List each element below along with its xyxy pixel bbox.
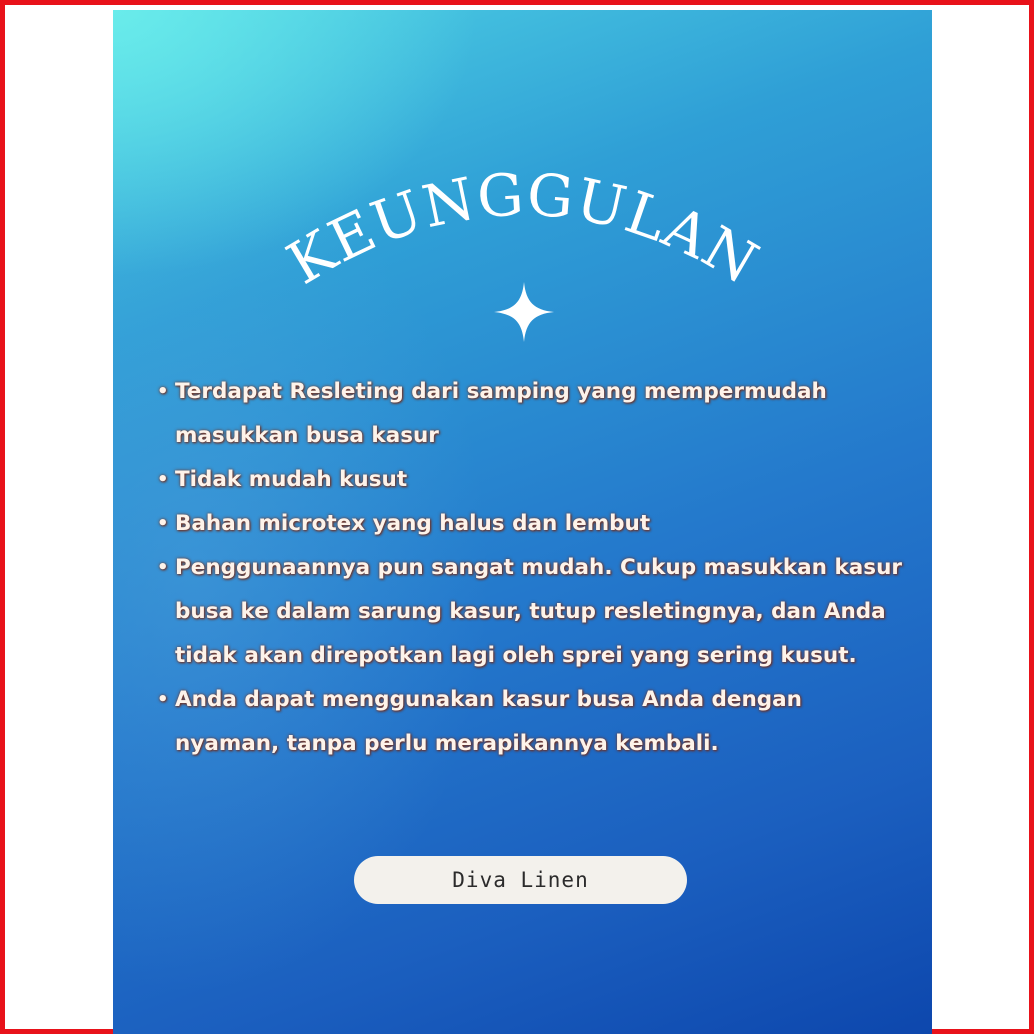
bullet-icon: • xyxy=(157,381,169,402)
list-item xyxy=(153,546,913,678)
feature-list xyxy=(153,370,913,766)
feature-text: Penggunaannya pun sangat mudah. Cukup masukkan kasur busa ke dalam sarung kasur, tutup resletingnya, dan Anda tidak akan direpotkan lagi oleh sprei yang sering kusut. xyxy=(175,555,902,668)
feature-text: Terdapat Resleting dari samping yang mempermudah masukkan busa kasur xyxy=(175,379,827,448)
feature-text: Bahan microtex yang halus dan lembut xyxy=(175,511,651,536)
bullet-icon: • xyxy=(157,513,169,534)
list-item xyxy=(153,678,913,766)
list-item xyxy=(153,370,913,458)
feature-text: Tidak mudah kusut xyxy=(175,467,408,492)
poster-card xyxy=(113,10,932,1034)
four-point-star-icon xyxy=(492,280,556,344)
bullet-icon: • xyxy=(157,557,169,578)
title-text: KEUNGGULAN xyxy=(275,160,770,298)
list-item xyxy=(153,458,913,502)
bullet-icon: • xyxy=(157,469,169,490)
bullet-icon: • xyxy=(157,689,169,710)
feature-text: Anda dapat menggunakan kasur busa Anda dengan nyaman, tanpa perlu merapikannya kembali. xyxy=(175,687,802,756)
brand-pill xyxy=(354,856,687,904)
list-item xyxy=(153,502,913,546)
brand-name: Diva Linen xyxy=(452,868,589,892)
